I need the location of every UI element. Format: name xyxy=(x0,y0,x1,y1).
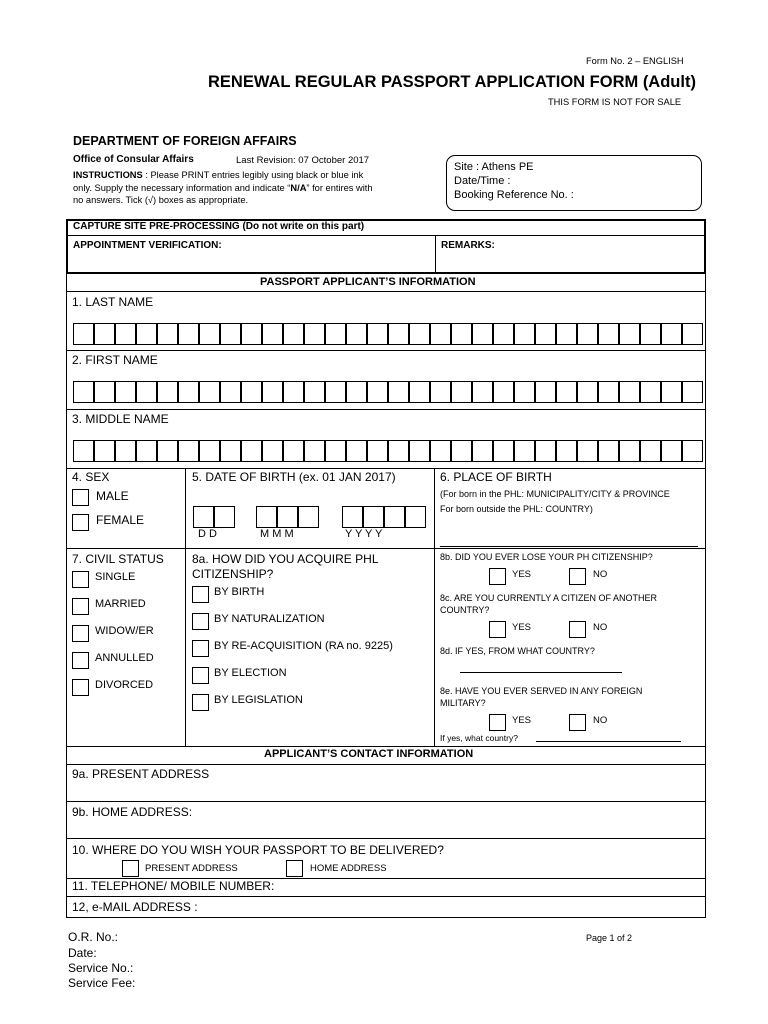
foreign-military-no-label: NO xyxy=(593,715,608,726)
by-naturalization-checkbox[interactable] xyxy=(192,613,209,630)
widower-label: WIDOW/ER xyxy=(95,625,154,637)
first-name-label: 2. FIRST NAME xyxy=(72,353,158,367)
character-box[interactable] xyxy=(619,323,640,345)
divider xyxy=(66,746,706,747)
character-box[interactable] xyxy=(136,381,157,403)
by-legislation-label: BY LEGISLATION xyxy=(214,694,303,706)
place-of-birth-note-1: (For born in the PHL: MUNICIPALITY/CITY & PROVINCE xyxy=(440,489,670,499)
divider xyxy=(66,291,706,292)
deliver-present-address-checkbox[interactable] xyxy=(122,860,139,877)
female-label: FEMALE xyxy=(96,513,145,527)
character-box[interactable] xyxy=(367,381,388,403)
instructions-text-2b: ” for entires with xyxy=(306,183,373,193)
annulled-checkbox[interactable] xyxy=(72,652,89,669)
character-box[interactable] xyxy=(535,381,556,403)
single-label: SINGLE xyxy=(95,571,136,583)
military-country-label: If yes, what country? xyxy=(440,733,518,743)
character-box[interactable] xyxy=(346,440,367,462)
character-box[interactable] xyxy=(514,323,535,345)
character-box[interactable] xyxy=(325,323,346,345)
form-number: Form No. 2 – ENGLISH xyxy=(586,56,684,66)
divider xyxy=(434,468,435,747)
character-box[interactable] xyxy=(94,323,115,345)
lost-citizenship-no-label: NO xyxy=(593,569,608,580)
single-checkbox[interactable] xyxy=(72,571,89,588)
citizenship-acquisition-label-2: CITIZENSHIP? xyxy=(192,567,274,581)
place-of-birth-label: 6. PLACE OF BIRTH xyxy=(440,470,552,484)
character-box[interactable] xyxy=(178,440,199,462)
deliver-home-address-label: HOME ADDRESS xyxy=(310,863,387,874)
character-box[interactable] xyxy=(472,440,493,462)
annulled-label: ANNULLED xyxy=(95,652,154,664)
dob-day-hint: D D xyxy=(198,528,217,540)
character-box[interactable] xyxy=(220,323,241,345)
character-box[interactable] xyxy=(157,323,178,345)
character-box[interactable] xyxy=(283,323,304,345)
or-number-label: O.R. No.: xyxy=(68,930,119,944)
instructions-label: INSTRUCTIONS xyxy=(73,170,143,180)
character-box[interactable] xyxy=(283,381,304,403)
character-box[interactable] xyxy=(199,440,220,462)
applicant-info-section-title: PASSPORT APPLICANT’S INFORMATION xyxy=(260,276,476,288)
contact-section-title: APPLICANT’S CONTACT INFORMATION xyxy=(264,748,474,760)
character-box[interactable] xyxy=(535,323,556,345)
character-box[interactable] xyxy=(451,323,472,345)
character-box[interactable] xyxy=(136,440,157,462)
character-box[interactable] xyxy=(388,381,409,403)
other-citizenship-question-2: COUNTRY? xyxy=(440,605,490,615)
other-citizenship-no-label: NO xyxy=(593,622,608,633)
divider xyxy=(66,548,706,549)
office-name: Office of Consular Affairs xyxy=(73,154,194,165)
character-box[interactable] xyxy=(556,440,577,462)
site-label: Site : Athens PE xyxy=(454,161,534,173)
character-box[interactable] xyxy=(388,440,409,462)
character-box[interactable] xyxy=(304,440,325,462)
character-box[interactable] xyxy=(346,381,367,403)
character-box[interactable] xyxy=(493,440,514,462)
divider xyxy=(435,235,436,273)
dob-month-hint: M M M xyxy=(260,528,294,540)
character-box[interactable] xyxy=(283,440,304,462)
other-citizenship-yes-checkbox[interactable] xyxy=(489,621,506,638)
dob-year-box[interactable] xyxy=(342,506,363,528)
character-box[interactable] xyxy=(73,440,94,462)
divider xyxy=(66,764,706,765)
divider xyxy=(66,409,706,410)
other-citizenship-no-checkbox[interactable] xyxy=(569,621,586,638)
dob-month-box[interactable] xyxy=(256,506,277,528)
delivery-question: 10. WHERE DO YOU WISH YOUR PASSPORT TO BE DELIVERED? xyxy=(72,843,444,857)
last-name-label: 1. LAST NAME xyxy=(72,295,154,309)
character-box[interactable] xyxy=(661,381,682,403)
divider xyxy=(67,235,705,236)
character-box[interactable] xyxy=(598,323,619,345)
character-box[interactable] xyxy=(262,381,283,403)
dob-year-box[interactable] xyxy=(363,506,384,528)
character-box[interactable] xyxy=(430,440,451,462)
character-box[interactable] xyxy=(577,381,598,403)
instructions-line-1 xyxy=(73,170,363,180)
character-box[interactable] xyxy=(514,381,535,403)
military-country-input-line[interactable] xyxy=(536,741,681,742)
character-box[interactable] xyxy=(493,381,514,403)
lost-citizenship-question: 8b. DID YOU EVER LOSE YOUR PH CITIZENSHIP? xyxy=(440,552,653,562)
character-box[interactable] xyxy=(325,381,346,403)
deliver-present-address-label: PRESENT ADDRESS xyxy=(145,863,238,874)
character-box[interactable] xyxy=(94,440,115,462)
character-box[interactable] xyxy=(451,440,472,462)
by-election-checkbox[interactable] xyxy=(192,667,209,684)
character-box[interactable] xyxy=(262,323,283,345)
lost-citizenship-yes-label: YES xyxy=(512,569,532,580)
place-of-birth-input-line[interactable] xyxy=(440,546,698,547)
character-box[interactable] xyxy=(115,440,136,462)
character-box[interactable] xyxy=(220,381,241,403)
character-box[interactable] xyxy=(430,323,451,345)
character-box[interactable] xyxy=(178,381,199,403)
character-box[interactable] xyxy=(367,323,388,345)
character-box[interactable] xyxy=(556,323,577,345)
foreign-military-question-1: 8e. HAVE YOU EVER SERVED IN ANY FOREIGN xyxy=(440,686,643,696)
character-box[interactable] xyxy=(241,381,262,403)
instructions-line-2 xyxy=(73,183,373,193)
dob-year-box[interactable] xyxy=(384,506,405,528)
character-box[interactable] xyxy=(157,440,178,462)
appointment-verification-label: APPOINTMENT VERIFICATION: xyxy=(73,240,222,251)
instructions-text-2a: only. Supply the necessary information and indicate “ xyxy=(73,183,291,193)
foreign-military-question-2: MILITARY? xyxy=(440,698,486,708)
sex-label: 4. SEX xyxy=(72,470,110,484)
datetime-label: Date/Time : xyxy=(454,175,511,187)
service-number-label: Service No.: xyxy=(68,961,134,975)
character-box[interactable] xyxy=(619,440,640,462)
middle-name-character-boxes[interactable] xyxy=(73,440,703,462)
character-box[interactable] xyxy=(73,381,94,403)
character-box[interactable] xyxy=(430,381,451,403)
character-box[interactable] xyxy=(199,323,220,345)
divider xyxy=(66,896,706,897)
dob-day-box[interactable] xyxy=(193,506,214,528)
divider xyxy=(66,350,706,351)
character-box[interactable] xyxy=(241,440,262,462)
lost-citizenship-yes-checkbox[interactable] xyxy=(489,568,506,585)
character-box[interactable] xyxy=(409,323,430,345)
foreign-military-yes-label: YES xyxy=(512,715,532,726)
divorced-label: DIVORCED xyxy=(95,679,154,691)
character-box[interactable] xyxy=(661,323,682,345)
other-country-input-line[interactable] xyxy=(460,672,622,673)
character-box[interactable] xyxy=(682,381,703,403)
character-box[interactable] xyxy=(472,381,493,403)
married-label: MARRIED xyxy=(95,598,146,610)
instructions-na: N/A xyxy=(290,183,307,193)
civil-status-label: 7. CIVIL STATUS xyxy=(72,552,164,566)
divider xyxy=(66,838,706,839)
by-reacquisition-label: BY RE-ACQUISITION (RA no. 9225) xyxy=(214,640,393,652)
deliver-home-address-checkbox[interactable] xyxy=(286,860,303,877)
character-box[interactable] xyxy=(640,381,661,403)
character-box[interactable] xyxy=(304,323,325,345)
character-box[interactable] xyxy=(598,440,619,462)
character-box[interactable] xyxy=(640,440,661,462)
service-fee-label: Service Fee: xyxy=(68,976,136,990)
foreign-military-no-checkbox[interactable] xyxy=(569,714,586,731)
other-citizenship-yes-label: YES xyxy=(512,622,532,633)
character-box[interactable] xyxy=(199,381,220,403)
female-checkbox[interactable] xyxy=(72,514,89,531)
widower-checkbox[interactable] xyxy=(72,625,89,642)
by-reacquisition-checkbox[interactable] xyxy=(192,640,209,657)
character-box[interactable] xyxy=(661,440,682,462)
last-revision: Last Revision: 07 October 2017 xyxy=(236,155,370,166)
character-box[interactable] xyxy=(619,381,640,403)
character-box[interactable] xyxy=(577,440,598,462)
character-box[interactable] xyxy=(262,440,283,462)
date-of-birth-label: 5. DATE OF BIRTH (ex. 01 JAN 2017) xyxy=(192,470,396,484)
character-box[interactable] xyxy=(73,323,94,345)
character-box[interactable] xyxy=(94,381,115,403)
character-box[interactable] xyxy=(136,323,157,345)
department-name: DEPARTMENT OF FOREIGN AFFAIRS xyxy=(73,134,297,148)
divider xyxy=(66,468,706,469)
instructions-line-3: no answers. Tick (√) boxes as appropriate. xyxy=(73,195,249,205)
character-box[interactable] xyxy=(682,440,703,462)
character-box[interactable] xyxy=(598,381,619,403)
foreign-military-yes-checkbox[interactable] xyxy=(489,714,506,731)
present-address-label: 9a. PRESENT ADDRESS xyxy=(72,767,210,781)
email-label: 12, e-MAIL ADDRESS : xyxy=(72,900,198,914)
character-box[interactable] xyxy=(577,323,598,345)
character-box[interactable] xyxy=(367,440,388,462)
by-legislation-checkbox[interactable] xyxy=(192,694,209,711)
divider xyxy=(66,801,706,802)
character-box[interactable] xyxy=(556,381,577,403)
character-box[interactable] xyxy=(409,381,430,403)
character-box[interactable] xyxy=(157,381,178,403)
character-box[interactable] xyxy=(346,323,367,345)
capture-site-title: CAPTURE SITE PRE-PROCESSING (Do not write on this part) xyxy=(73,221,365,232)
by-birth-label: BY BIRTH xyxy=(214,586,265,598)
booking-reference-label: Booking Reference No. : xyxy=(454,189,574,201)
character-box[interactable] xyxy=(451,381,472,403)
other-country-question: 8d. IF YES, FROM WHAT COUNTRY? xyxy=(440,646,595,656)
male-checkbox[interactable] xyxy=(72,489,89,506)
character-box[interactable] xyxy=(640,323,661,345)
dob-month-box[interactable] xyxy=(298,506,319,528)
character-box[interactable] xyxy=(472,323,493,345)
telephone-label: 11. TELEPHONE/ MOBILE NUMBER: xyxy=(72,879,275,893)
character-box[interactable] xyxy=(682,323,703,345)
married-checkbox[interactable] xyxy=(72,598,89,615)
footer-date-label: Date: xyxy=(68,946,97,960)
by-birth-checkbox[interactable] xyxy=(192,586,209,603)
divorced-checkbox[interactable] xyxy=(72,679,89,696)
dob-year-box[interactable] xyxy=(405,506,426,528)
by-election-label: BY ELECTION xyxy=(214,667,287,679)
middle-name-label: 3. MIDDLE NAME xyxy=(72,412,169,426)
dob-year-hint: Y Y Y Y xyxy=(345,528,383,540)
other-citizenship-question-1: 8c. ARE YOU CURRENTLY A CITIZEN OF ANOTHER xyxy=(440,593,658,603)
dob-month-box[interactable] xyxy=(277,506,298,528)
remarks-label: REMARKS: xyxy=(441,240,495,251)
character-box[interactable] xyxy=(325,440,346,462)
character-box[interactable] xyxy=(535,440,556,462)
dob-day-box[interactable] xyxy=(214,506,235,528)
male-label: MALE xyxy=(96,489,129,503)
character-box[interactable] xyxy=(493,323,514,345)
by-naturalization-label: BY NATURALIZATION xyxy=(214,613,325,625)
character-box[interactable] xyxy=(241,323,262,345)
last-name-character-boxes[interactable] xyxy=(73,323,703,345)
first-name-character-boxes[interactable] xyxy=(73,381,703,403)
character-box[interactable] xyxy=(304,381,325,403)
lost-citizenship-no-checkbox[interactable] xyxy=(569,568,586,585)
page-number: Page 1 of 2 xyxy=(586,933,633,943)
character-box[interactable] xyxy=(409,440,430,462)
home-address-label: 9b. HOME ADDRESS: xyxy=(72,805,193,819)
character-box[interactable] xyxy=(514,440,535,462)
instructions-text-1: : Please PRINT entries legibly using black or blue ink xyxy=(142,170,364,180)
character-box[interactable] xyxy=(115,381,136,403)
character-box[interactable] xyxy=(115,323,136,345)
place-of-birth-note-2: For born outside the PHL: COUNTRY) xyxy=(440,504,593,514)
character-box[interactable] xyxy=(388,323,409,345)
citizenship-acquisition-label-1: 8a. HOW DID YOU ACQUIRE PHL xyxy=(192,552,379,566)
not-for-sale-note: THIS FORM IS NOT FOR SALE xyxy=(548,97,682,107)
form-title: RENEWAL REGULAR PASSPORT APPLICATION FORM (Adult) xyxy=(208,73,696,91)
character-box[interactable] xyxy=(178,323,199,345)
divider xyxy=(185,468,186,747)
character-box[interactable] xyxy=(220,440,241,462)
